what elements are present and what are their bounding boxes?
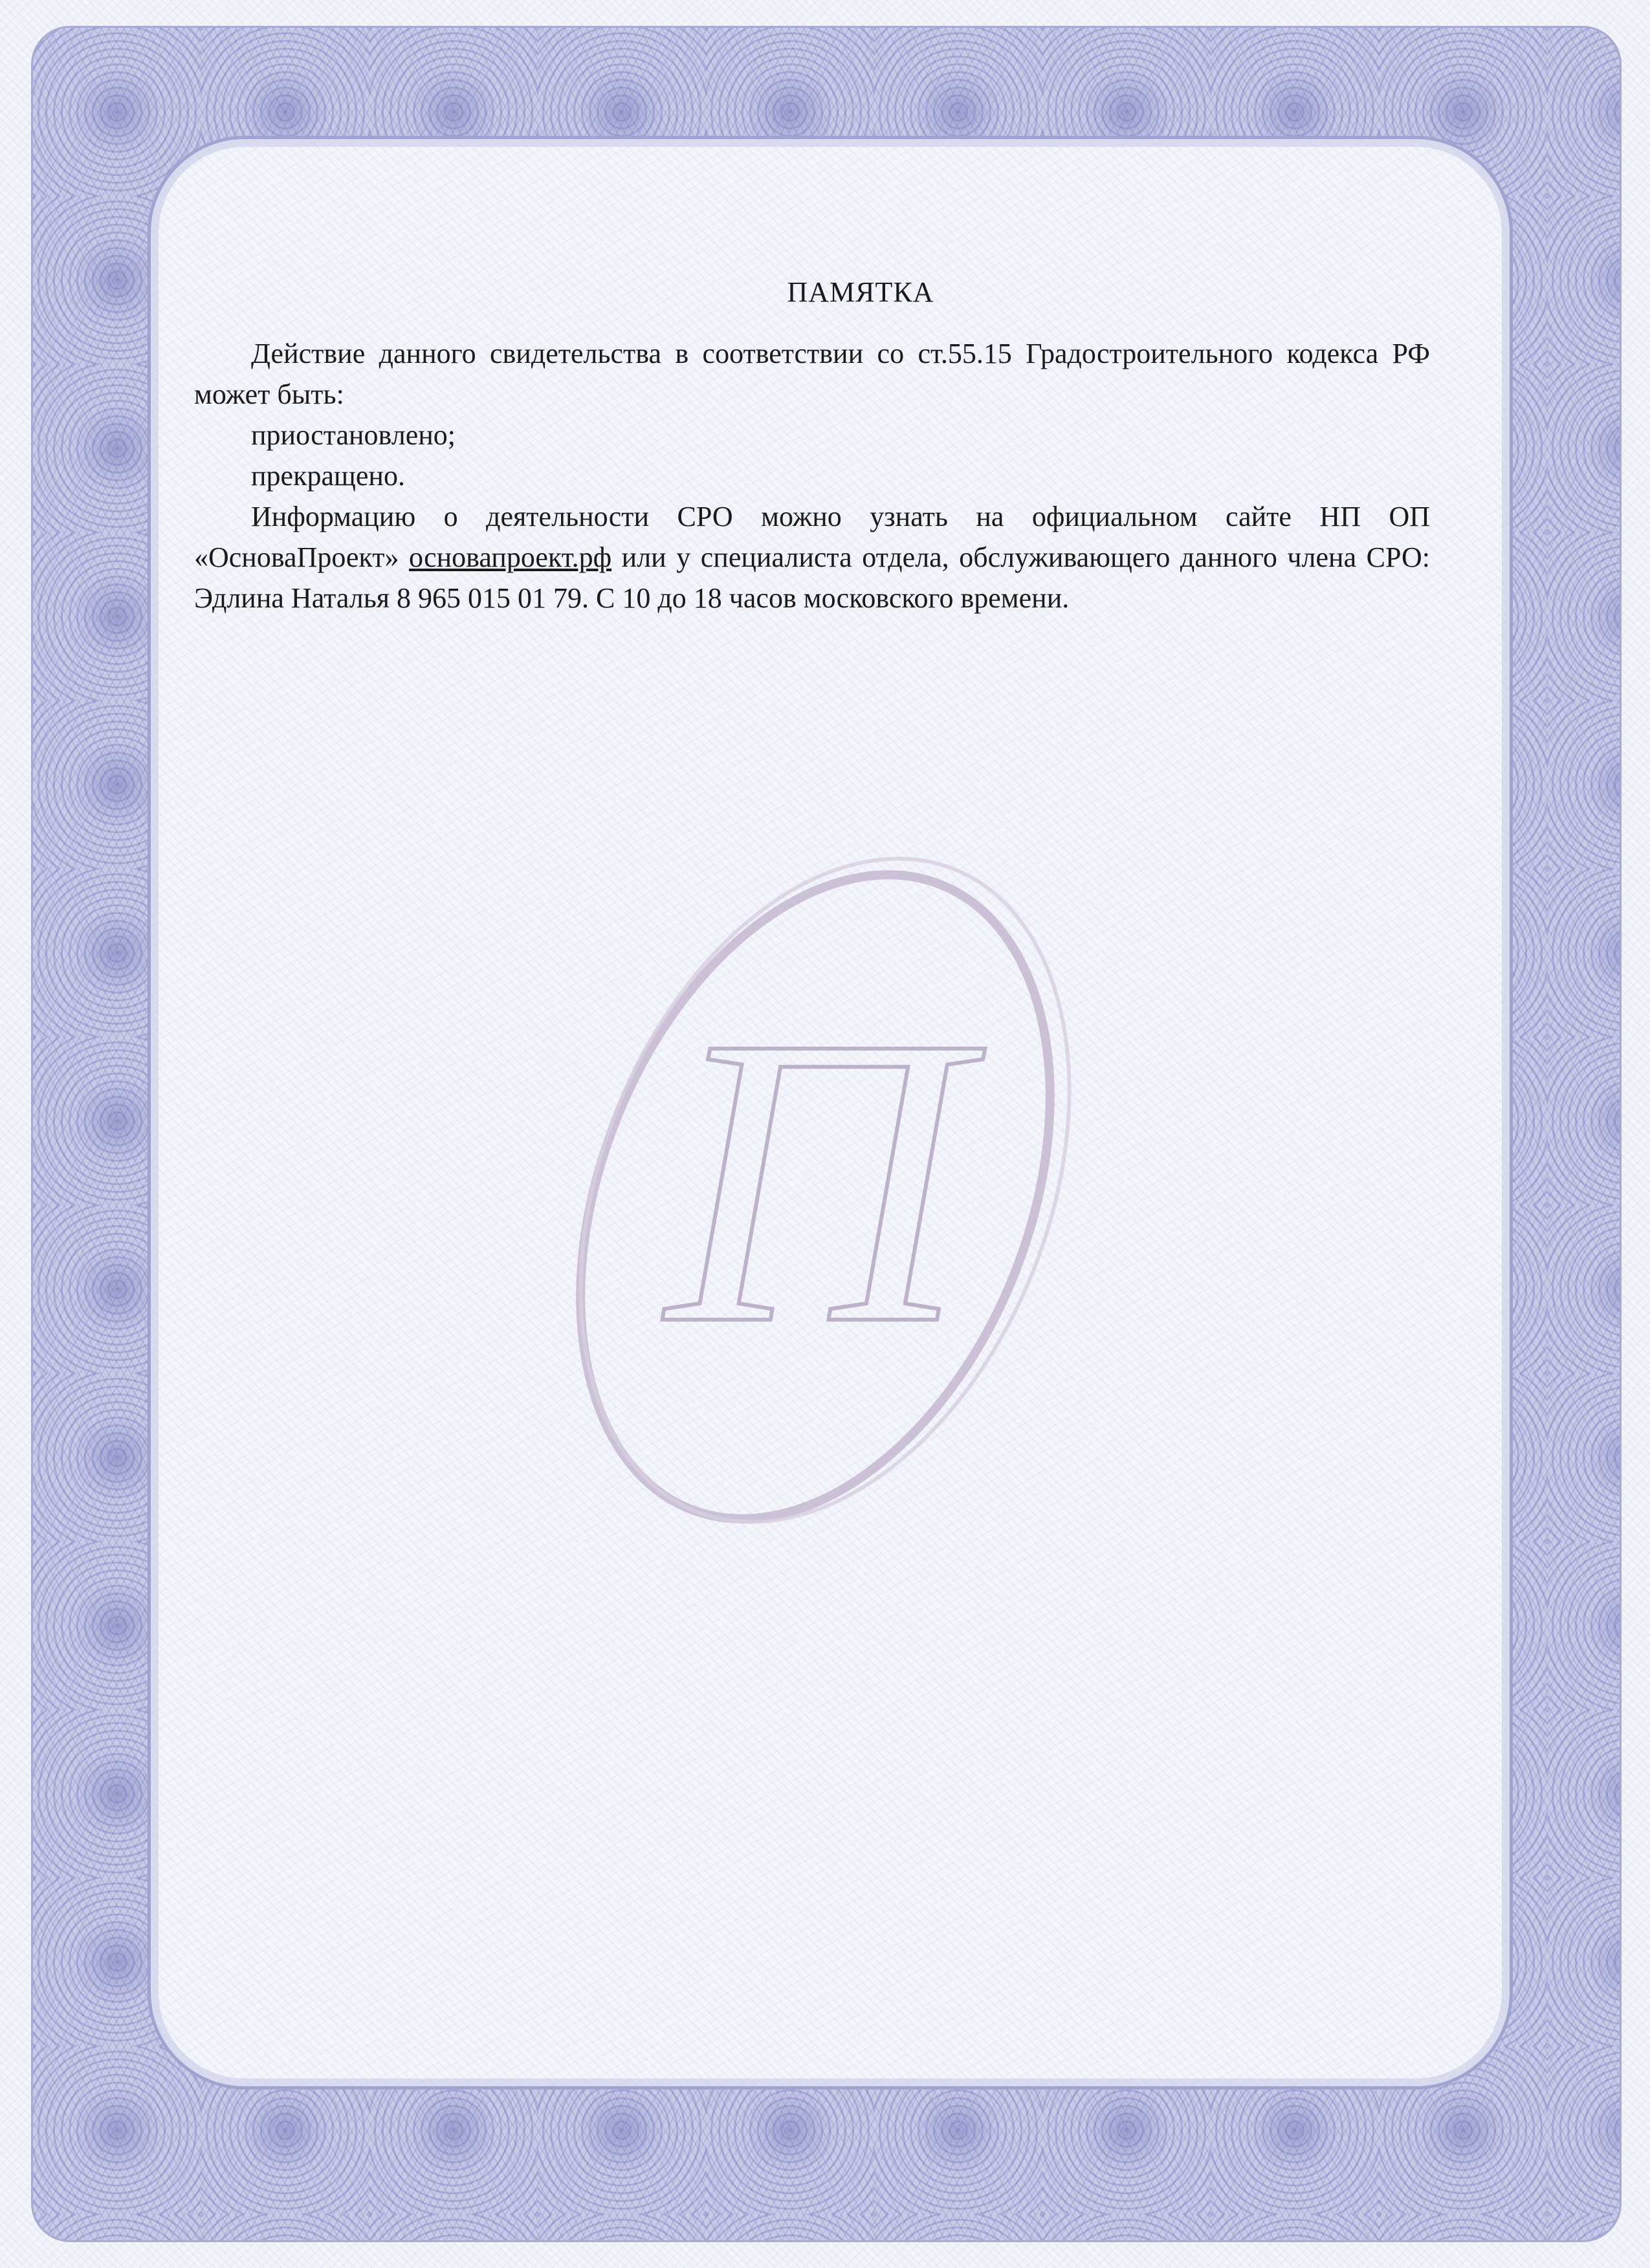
- info-paragraph: [194, 496, 1430, 618]
- info-text-end: или у специалиста отдела, обслуживающего данного члена СРО: Эдлина Наталья 8 965 015 01 79. С 10 до 18 часов московского времени.: [194, 541, 1430, 614]
- website-link[interactable]: основапроект.рф: [408, 541, 612, 573]
- validity-paragraph: Действие данного свидетельства в соответствии со ст.55.15 Градостроительного кодекса РФ может быть:: [194, 338, 1430, 410]
- info-text-start: Информацию о деятельности СРО можно узнать на официальном сайте НП ОП «ОсноваПроект»: [194, 501, 1430, 573]
- emblem-watermark-icon: [453, 776, 1165, 1617]
- document-content: [194, 272, 1430, 618]
- document-title: ПАМЯТКА: [787, 276, 934, 308]
- list-item-terminated: прекращено.: [251, 460, 405, 492]
- list-item-suspended: приостановлено;: [251, 419, 456, 451]
- watermark-letter: П: [665, 952, 965, 1410]
